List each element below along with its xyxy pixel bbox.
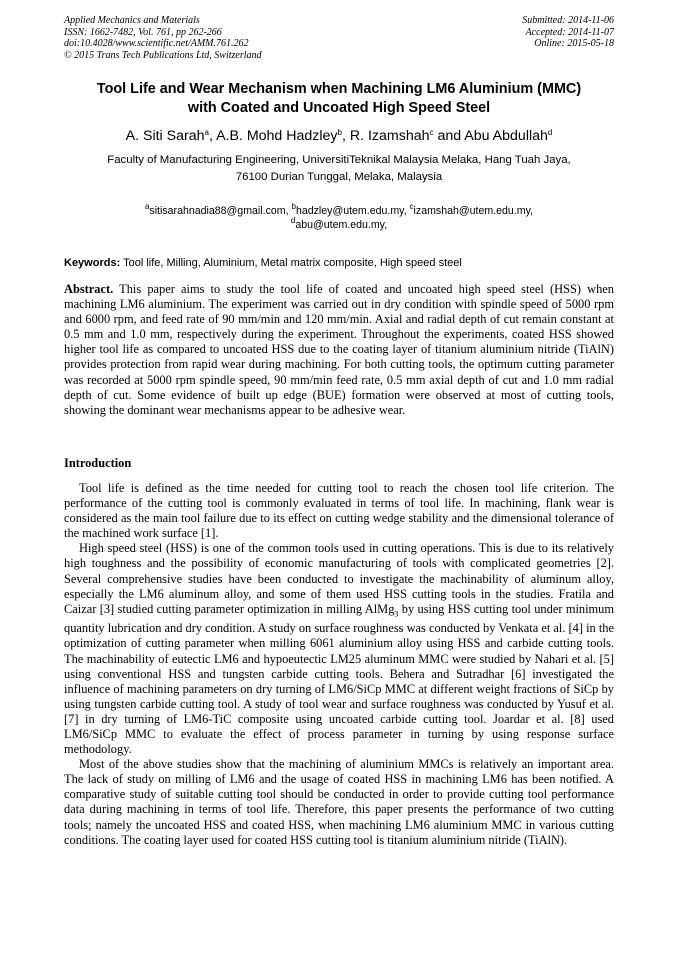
doi-line[interactable]: doi:10.4028/www.scientific.net/AMM.761.262 [64, 38, 249, 50]
keywords-text: Tool life, Milling, Aluminium, Metal matrix composite, High speed steel [120, 257, 462, 269]
keywords [64, 256, 616, 270]
email-mark: a [144, 202, 150, 211]
author-name: R. Izamshah [349, 128, 430, 144]
title-line: with Coated and Uncoated High Speed Steel [187, 100, 491, 116]
abstract [64, 282, 614, 418]
paragraph-text: by using HSS cutting tool under minimum quantity lubrication and dry condition. A study on surface roughness was conducted by Venkata et al. [4] in the optimization of cutting parameter when milling 6061 aluminium alloy using HSS and carbide cutting tools. The machinability of eutectic LM6 and hypoeutectic LM25 aluminum MMC were studied by Nahari et al. [5] using conventional HSS and tungsten carbide cutting tools. Behera and Sutradhar [6] investigated the influence of machining parameters on dry turning of LM6/SiCp MMC at different weight fractions of SiCp by using tungsten carbide cutting tool. A study of tool wear and surface roughness was conducted by Yusuf et al. [7] in dry turning of LM6-TiC composite using uncoated carbide cutting tool. Joardar et al. [8] used LM6/SiCp MMC to evaluate the effect of process parameter in turning by using response surface methodology. [64, 601, 615, 757]
email-address[interactable]: sitisarahnadia88@gmail.com, [149, 205, 292, 217]
author-name: A. Siti Sarah [125, 128, 205, 144]
email-address[interactable]: abu@utem.edu.my, [295, 219, 388, 231]
author-list [30, 127, 648, 145]
email-address[interactable]: izamshah@utem.edu.my, [413, 205, 534, 217]
accepted-date: Accepted: 2014-11-07 [525, 26, 614, 38]
journal-info [64, 15, 262, 61]
author-name: A.B. Mohd Hadzley [216, 128, 338, 144]
submission-dates [522, 15, 614, 50]
email-list [60, 204, 618, 232]
email-mark: c [409, 202, 414, 211]
author-separator: , [341, 128, 350, 144]
author-affil-mark: d [547, 128, 553, 137]
affiliation-line: 76100 Durian Tunggal, Melaka, Malaysia [235, 170, 443, 183]
abstract-paragraph [64, 282, 614, 418]
author-affil-mark: b [337, 128, 342, 137]
paragraph: Tool life is defined as the time needed for cutting tool to reach the chosen tool life criterion. The performance of the cutting tool is commonly evaluated in terms of tool life. In machining, flank wear is considered as the main tool failure due to its effect on cutting wedge stability and the dimensional tolerance of the machined work surface [1]. [64, 481, 614, 541]
paragraph: Most of the above studies show that the machining of aluminium MMCs is relatively an important area. The lack of study on milling of LM6 and the usage of coated HSS in machining LM6 has been notified. A comparative study of suitable cutting tool should be conducted in order to provide cutting tool performance data during machining in terms of tool life. Therefore, this paper presents the performance of two cutting tools; namely the uncoated HSS and coated HSS, when machining LM6 aluminium MMC in various cutting conditions. The coating layer used for coated HSS cutting tool is titanium aluminium nitride (TiAlN). [64, 757, 614, 847]
affiliation-line: Faculty of Manufacturing Engineering, UniversitiTeknikal Malaysia Melaka, Hang Tuah Jaya, [107, 154, 571, 166]
author-separator: , [208, 128, 217, 144]
journal-name: Applied Mechanics and Materials [64, 15, 200, 26]
author-affil-mark: c [429, 128, 434, 137]
online-date: Online: 2015-05-18 [534, 38, 614, 50]
email-mark: d [290, 216, 296, 225]
copyright-line: © 2015 Trans Tech Publications Ltd, Switzerland [64, 49, 262, 61]
author-affil-mark: a [204, 128, 209, 137]
email-line [60, 204, 618, 218]
author-conjunction: and [433, 128, 465, 144]
email-address[interactable]: hadzley@utem.edu.my, [295, 205, 410, 217]
title-line: Tool Life and Wear Mechanism when Machining LM6 Aluminium (MMC) [96, 81, 582, 97]
paragraph-text: High speed steel (HSS) is one of the common tools used in cutting operations. This is due to its relatively high toughness and the possibility of economic manufacturing of tools with complicated geometries [2]. Several comprehensive studies have been conducted to investigate the machinability of aluminum alloy, especially the LM6 aluminum alloy, and some of them used HSS cutting tools in the studies. Fratila and Caizar [3] studied cutting parameter optimization in milling AlMg [64, 541, 614, 616]
introduction-body [64, 481, 614, 848]
issn-line: ISSN: 1662-7482, Vol. 761, pp 262-266 [64, 26, 222, 38]
abstract-label: Abstract. [64, 282, 114, 296]
affiliation [60, 152, 618, 185]
abstract-text: This paper aims to study the tool life of coated and uncoated high speed steel (HSS) when machining LM6 aluminium. The experiment was carried out in dry condition with spindle speed of 5000 rpm and 6000 rpm, and feed rate of 90 mm/min and 120 mm/min. Axial and radial depth of cut remain constant at 0.5 mm and 1.0 mm, respectively during the experiment. Throughout the experiments, coated HSS showed higher tool life as compared to uncoated HSS due to the coating layer of titanium aluminium nitride (TiAlN) provides protection from rapid wear during machining. For both cutting tools, the optimum cutting parameter was recorded at 5000 rpm spindle speed, 90 mm/min feed rate, 0.5 mm axial depth of cut and 1.0 mm radial depth of cut. Some evidence of built up edge (BUE) formation were observed at most of cutting tools, showing the dominant wear mechanisms appear to be adhesive wear. [64, 282, 614, 417]
paper-title [40, 80, 638, 118]
email-line [60, 218, 618, 232]
section-heading: Introduction [64, 456, 132, 470]
paragraph [64, 541, 614, 757]
keywords-label: Keywords: [64, 257, 121, 269]
submitted-date: Submitted: 2014-11-06 [522, 15, 614, 26]
subscript: 3 [394, 609, 399, 619]
author-name: Abu Abdullah [464, 128, 548, 144]
email-mark: b [291, 202, 296, 211]
